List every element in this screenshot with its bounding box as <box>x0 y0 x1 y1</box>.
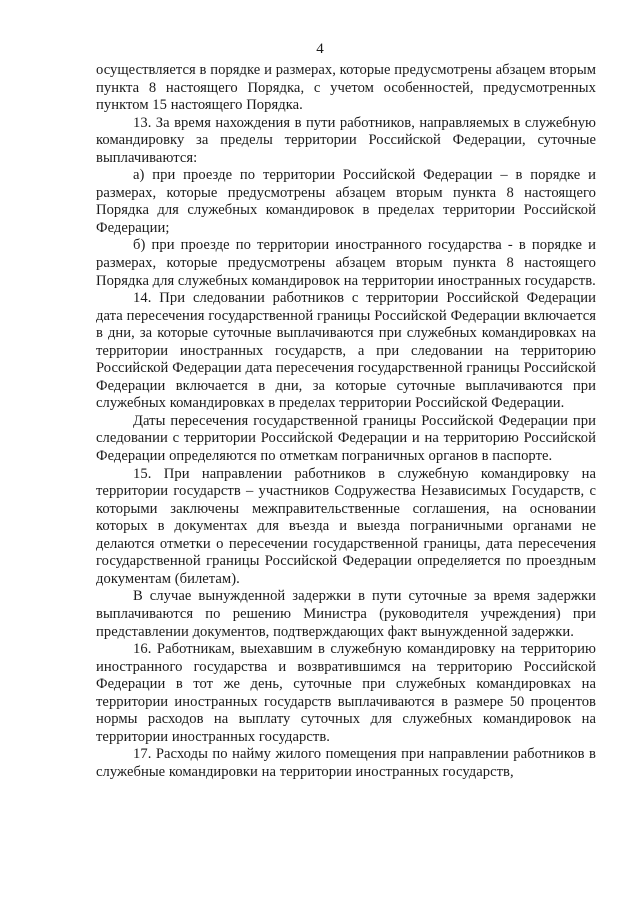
paragraph-continuation: осуществляется в порядке и размерах, которые предусмотрены абзацем вторым пункта 8 настоящего Порядка, с учетом особенностей, предусмотренных пунктом 15 настоящего Порядка. <box>96 62 596 114</box>
document-body <box>96 62 596 781</box>
paragraph-15-delay: В случае вынужденной задержки в пути суточные за время задержки выплачиваются по решению Министра (руководителя учреждения) при представлении документов, подтверждающих факт вынужденной задержки. <box>96 588 596 640</box>
paragraph-17: 17. Расходы по найму жилого помещения при направлении работников в служебные командировки на территории иностранных государств, <box>96 746 596 780</box>
paragraph-15: 15. При направлении работников в служебную командировку на территории государств – участников Содружества Независимых Государств, с которыми заключены межправительственные соглашения, на основании которых в документах для въезда и выезда пограничными органами не делаются отметки о пересечении государственной границы, дата пересечения государственной границы Российской Федерации определяется по проездным документам (билетам). <box>96 465 596 587</box>
paragraph-14: 14. При следовании работников с территории Российской Федерации дата пересечения государственной границы Российской Федерации включается в дни, за которые суточные выплачиваются при служебных командировках на территории иностранных государств, а при следовании на территорию Российской Федерации дата пересечения государственной границы Российской Федерации включается в дни, за которые суточные выплачиваются при служебных командировках в пределах территории Российской Федерации. <box>96 290 596 412</box>
paragraph-13b: б) при проезде по территории иностранного государства - в порядке и размерах, которые предусмотрены абзацем вторым пункта 8 настоящего Порядка для служебных командировок на территории иностранных государств. <box>96 237 596 289</box>
paragraph-13: 13. За время нахождения в пути работников, направляемых в служебную командировку за пределы территории Российской Федерации, суточные выплачиваются: <box>96 114 596 166</box>
paragraph-13a: а) при проезде по территории Российской Федерации – в порядке и размерах, которые предусмотрены абзацем вторым пункта 8 настоящего Порядка для служебных командировок в пределах территории Российской Федерации; <box>96 167 596 236</box>
paragraph-14-border-dates: Даты пересечения государственной границы Российской Федерации при следовании с территории Российской Федерации и на территорию Российской Федерации определяются по отметкам пограничных органов в паспорте. <box>96 412 596 465</box>
paragraph-16: 16. Работникам, выехавшим в служебную командировку на территорию иностранного государства и возвратившимся на территорию Российской Федерации в тот же день, суточные при служебных командировках на территории иностранных государств выплачиваются в размере 50 процентов нормы расходов на выплату суточных для служебных командировок на территории иностранных государств. <box>96 641 596 745</box>
page-number: 4 <box>316 41 324 57</box>
